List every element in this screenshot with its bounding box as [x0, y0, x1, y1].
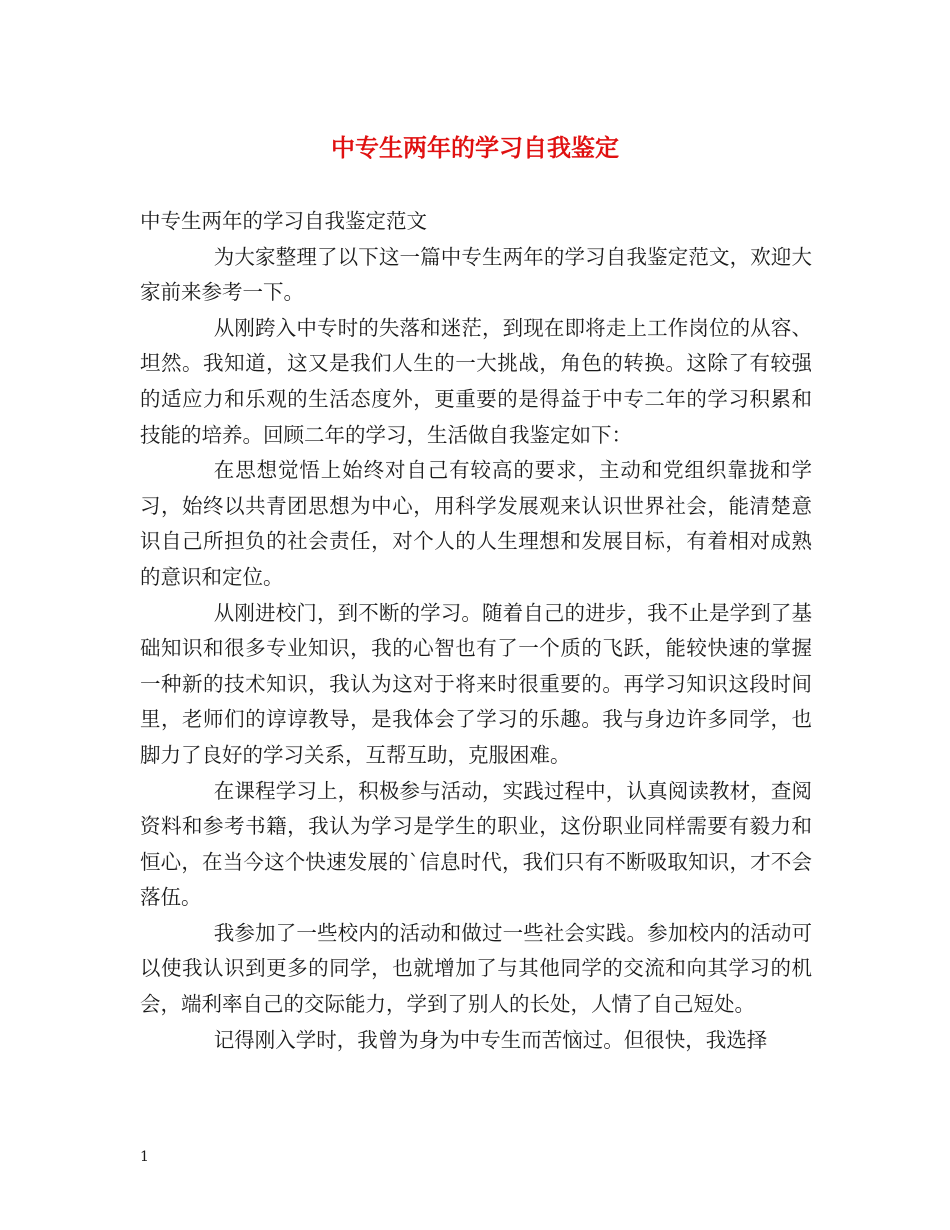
- paragraph-enrollment: 记得刚入学时，我曾为身为中专生而苦恼过。但很快，我选择: [213, 1027, 768, 1052]
- paragraph-intro: 为大家整理了以下这一篇中专生两年的学习自我鉴定范文，欢迎大家前来参考一下。: [140, 244, 812, 305]
- paragraph-learning: 从刚进校门，到不断的学习。随着自己的进步，我不止是学到了基础知识和很多专业知识，我的心智也有了一个质的飞跃，能较快速的掌握一种新的技术知识，我认为这对于将来时很重要的。再学习知识这段时间里，老师们的谆谆教导，是我体会了学习的乐趣。我与身边许多同学，也脚力了良好的学习关系，互帮互助，克服困难。: [140, 600, 812, 767]
- page-number: 1: [140, 1149, 149, 1165]
- paragraph-transition: 从刚跨入中专时的失落和迷茫，到现在即将走上工作岗位的从容、坦然。我知道，这又是我们人生的一大挑战，角色的转换。这除了有较强的适应力和乐观的生活态度外，更重要的是得益于中专二年的学习积累和技能的培养。回顾二年的学习，生活做自我鉴定如下：: [140, 315, 812, 447]
- document-body: [140, 204, 812, 1058]
- paragraph-ideology: 在思想觉悟上始终对自己有较高的要求，主动和党组织靠拢和学习，始终以共青团思想为中心，用科学发展观来认识世界社会，能清楚意识自己所担负的社会责任，对个人的人生理想和发展目标，有着相对成熟的意识和定位。: [140, 458, 812, 589]
- document-subtitle: 中专生两年的学习自我鉴定范文: [140, 209, 427, 233]
- paragraph-coursework: 在课程学习上，积极参与活动，实践过程中，认真阅读教材，查阅资料和参考书籍，我认为学习是学生的职业，这份职业同样需要有毅力和恒心，在当今这个快速发展的`信息时代，我们只有不断吸取知识，才不会落伍。: [140, 778, 812, 910]
- document-title: 中专生两年的学习自我鉴定: [331, 133, 619, 162]
- paragraph-activities: 我参加了一些校内的活动和做过一些社会实践。参加校内的活动可以使我认识到更多的同学，也就增加了与其他同学的交流和向其学习的机会，端利率自己的交际能力，学到了别人的长处，人情了自己短处。: [140, 920, 812, 1017]
